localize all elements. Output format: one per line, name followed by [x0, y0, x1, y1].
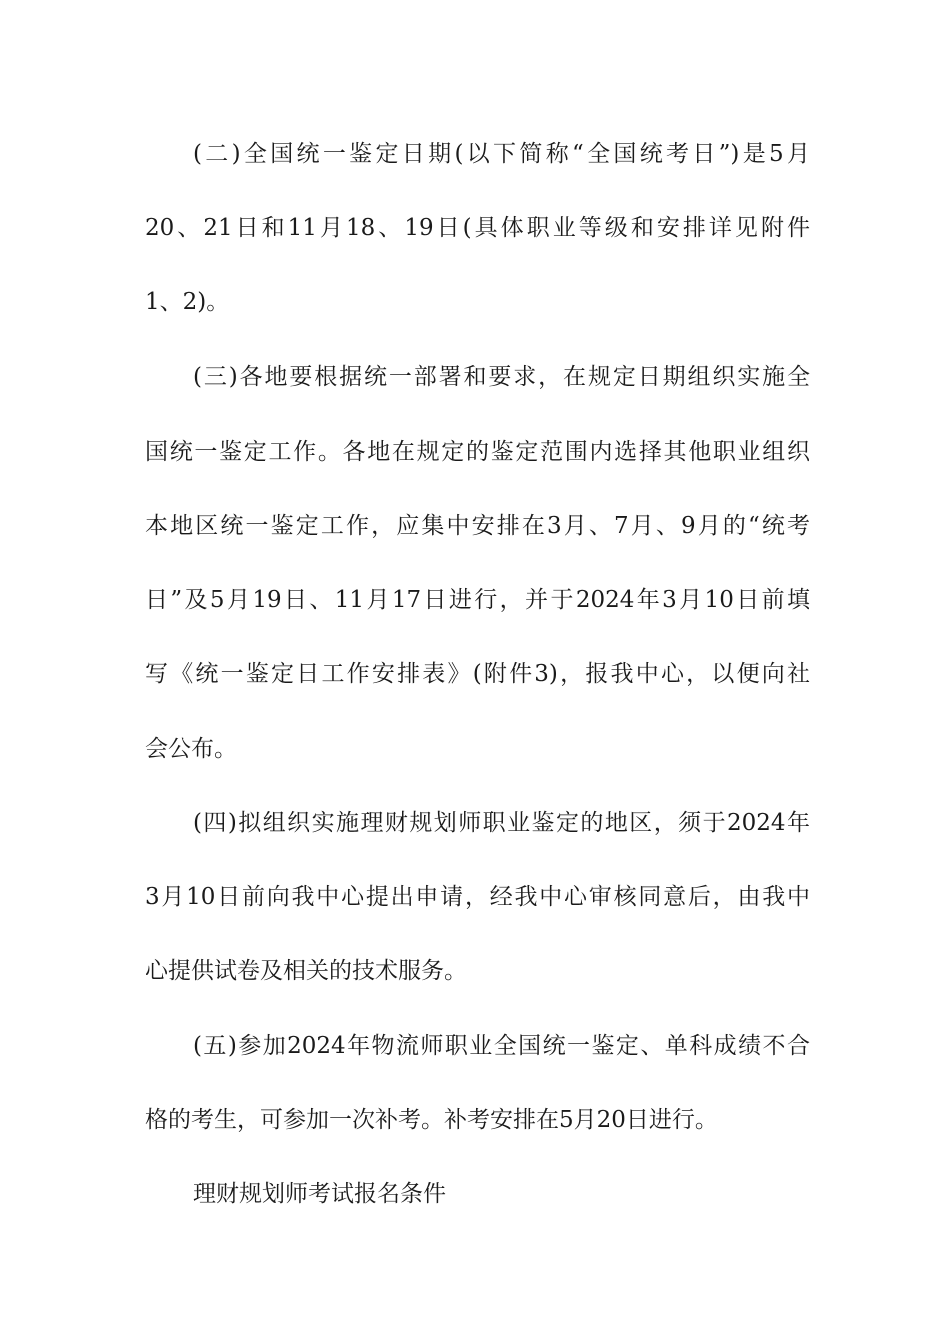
paragraph-3-line-2: 国统一鉴定工作。各地在规定的鉴定范围内选择其他职业组织: [145, 439, 810, 465]
paragraph-2-line-2: 20、21日和11月18、19日(具体职业等级和安排详见附件: [145, 215, 810, 241]
paragraph-4-line-1: (四)拟组织实施理财规划师职业鉴定的地区，须于2024年: [193, 810, 810, 836]
paragraph-3-line-1: (三)各地要根据统一部署和要求，在规定日期组织实施全: [193, 364, 810, 390]
paragraph-3-line-6: 会公布。: [145, 736, 237, 762]
paragraph-5-line-1: (五)参加2024年物流师职业全国统一鉴定、单科成绩不合: [193, 1033, 810, 1059]
paragraph-3-line-5: 写《统一鉴定日工作安排表》(附件3)，报我中心，以便向社: [145, 661, 810, 687]
paragraph-4-line-2: 3月10日前向我中心提出申请，经我中心审核同意后，由我中: [145, 884, 810, 910]
paragraph-2-line-1: (二)全国统一鉴定日期(以下简称“全国统考日”)是5月: [193, 141, 810, 167]
section-heading: 理财规划师考试报名条件: [193, 1181, 446, 1207]
paragraph-5-line-2: 格的考生，可参加一次补考。补考安排在5月20日进行。: [145, 1107, 718, 1133]
paragraph-4-line-3: 心提供试卷及相关的技术服务。: [145, 958, 467, 984]
paragraph-3-line-4: 日”及5月19日、11月17日进行，并于2024年3月10日前填: [145, 587, 810, 613]
paragraph-2-line-3: 1、2)。: [145, 289, 230, 315]
paragraph-3-line-3: 本地区统一鉴定工作，应集中安排在3月、7月、9月的“统考: [145, 513, 810, 539]
